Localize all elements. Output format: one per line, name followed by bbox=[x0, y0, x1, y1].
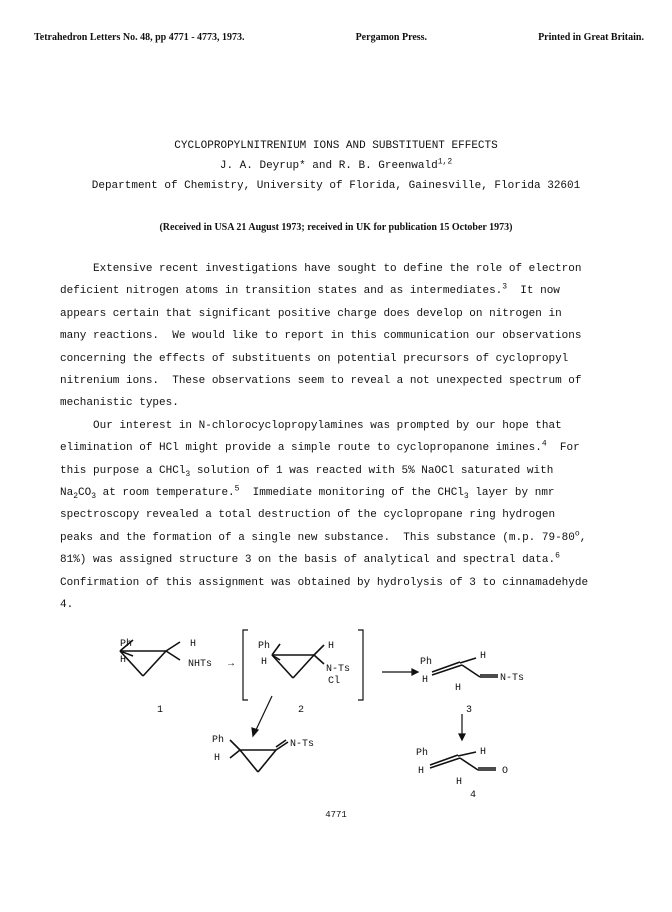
compound-1-h: H bbox=[120, 655, 127, 666]
body-line: Confirmation of this assignment was obtained by hydrolysis of 3 to cinnamadehyde bbox=[60, 576, 589, 589]
compound-4-o: O bbox=[502, 766, 509, 777]
compound-1-nhts: NHTs bbox=[188, 659, 213, 670]
body-line: mechanistic types. bbox=[60, 397, 179, 410]
compound-3-h3: H bbox=[455, 683, 462, 694]
arrow-1-to-2: → bbox=[228, 659, 235, 670]
cyclopropanone-imine bbox=[230, 740, 288, 772]
compound-3-ph: Ph bbox=[420, 657, 433, 668]
imine-nts: N-Ts bbox=[290, 739, 315, 750]
compound-number-3: 3 bbox=[466, 705, 473, 716]
author-names: J. A. Deyrup* and R. B. Greenwald bbox=[219, 160, 438, 172]
arrow-2-to-cyclopropanone-imine bbox=[252, 696, 272, 736]
compound-3-h2: H bbox=[480, 651, 487, 662]
compound-4 bbox=[430, 752, 496, 770]
body-line: nitrenium ions. These observations seem to reveal a not unexpected spectrum of bbox=[60, 375, 582, 388]
footnote-ref: 5 bbox=[234, 484, 240, 494]
arrow-2-to-3 bbox=[382, 669, 418, 675]
body-line: appears certain that significant positive charge does develop on nitrogen in bbox=[60, 307, 562, 320]
body-line: Our interest in N-chlorocyclopropylamines was prompted by our hope that bbox=[60, 419, 562, 432]
compound-3 bbox=[432, 658, 498, 677]
compound-2-cl: Cl bbox=[328, 676, 341, 687]
body-line: many reactions. We would like to report in this communication our observations bbox=[60, 330, 582, 343]
compound-2 bbox=[272, 644, 324, 678]
body-line: 81%) was assigned structure 3 on the basis of analytical and spectral data.$^6$ bbox=[60, 551, 560, 567]
compound-number-2: 2 bbox=[298, 705, 305, 716]
compound-2-nts: N-Ts bbox=[326, 664, 351, 675]
publisher: Pergamon Press. bbox=[355, 32, 428, 43]
footnote-ref: 4 bbox=[541, 439, 547, 449]
affiliation: Department of Chemistry, University of Florida, Gainesville, Florida 32601 bbox=[91, 180, 581, 192]
body-line: Extensive recent investigations have sought to define the role of electron bbox=[60, 263, 582, 275]
body-line: peaks and the formation of a single new substance. This substance (m.p. 79-80$^o$, bbox=[60, 529, 587, 544]
compound-number-4: 4 bbox=[470, 790, 477, 800]
article-title: CYCLOPROPYLNITRENIUM IONS AND SUBSTITUENT EFFECTS bbox=[174, 140, 498, 152]
body-line: $Na_2CO_3$ at room temperature.$^5$ Immediate monitoring of the CHCl$_3$ layer by nmr bbox=[60, 484, 555, 502]
compound-3-h: H bbox=[422, 675, 429, 686]
compound-1-ph: Ph bbox=[120, 639, 133, 650]
arrow-3-to-4 bbox=[459, 714, 465, 740]
footnote-ref: 6 bbox=[555, 551, 560, 561]
compound-4-h3: H bbox=[456, 777, 463, 788]
compound-1-h2: H bbox=[190, 639, 197, 650]
imine-ph: Ph bbox=[212, 735, 225, 746]
compound-2-ph: Ph bbox=[258, 641, 271, 652]
compound-4-h2: H bbox=[480, 747, 487, 758]
footnote-ref: 3 bbox=[502, 282, 508, 292]
compound-4-h: H bbox=[418, 766, 425, 777]
journal-citation: Tetrahedron Letters No. 48, pp 4771 - 4773, 1973. bbox=[34, 32, 245, 43]
reaction-scheme bbox=[100, 620, 580, 800]
body-line: elimination of HCl might provide a simple route to cyclopropanone imines.$^4$ For bbox=[60, 439, 580, 455]
compound-2-h: H bbox=[261, 657, 268, 668]
running-header bbox=[34, 32, 644, 43]
compound-3-nts: N-Ts bbox=[500, 673, 525, 684]
printed-in: Printed in Great Britain. bbox=[538, 32, 644, 43]
body-line: spectroscopy revealed a total destruction of the cyclopropane ring hydrogen bbox=[60, 509, 556, 522]
body-line: this purpose a CHCl$_3$ solution of 1 was reacted with 5% NaOCl saturated with bbox=[60, 464, 554, 479]
body-line: concerning the effects of substituents on potential precursors of cyclopropyl bbox=[60, 352, 569, 365]
author-footnote: 1,2 bbox=[437, 157, 453, 167]
received-dates: (Received in USA 21 August 1973; received in UK for publication 15 October 1973) bbox=[159, 222, 513, 233]
imine-h: H bbox=[214, 753, 221, 764]
compound-4-ph: Ph bbox=[416, 748, 429, 759]
compound-2-h2: H bbox=[328, 641, 335, 652]
authors bbox=[0, 157, 672, 172]
compound-number-1: 1 bbox=[157, 705, 164, 716]
body-line: 4. bbox=[60, 599, 74, 612]
body-text bbox=[60, 258, 620, 617]
page-number: 4771 bbox=[325, 810, 347, 820]
body-line: deficient nitrogen atoms in transition states and as intermediates.$^3$ It now bbox=[60, 282, 560, 298]
